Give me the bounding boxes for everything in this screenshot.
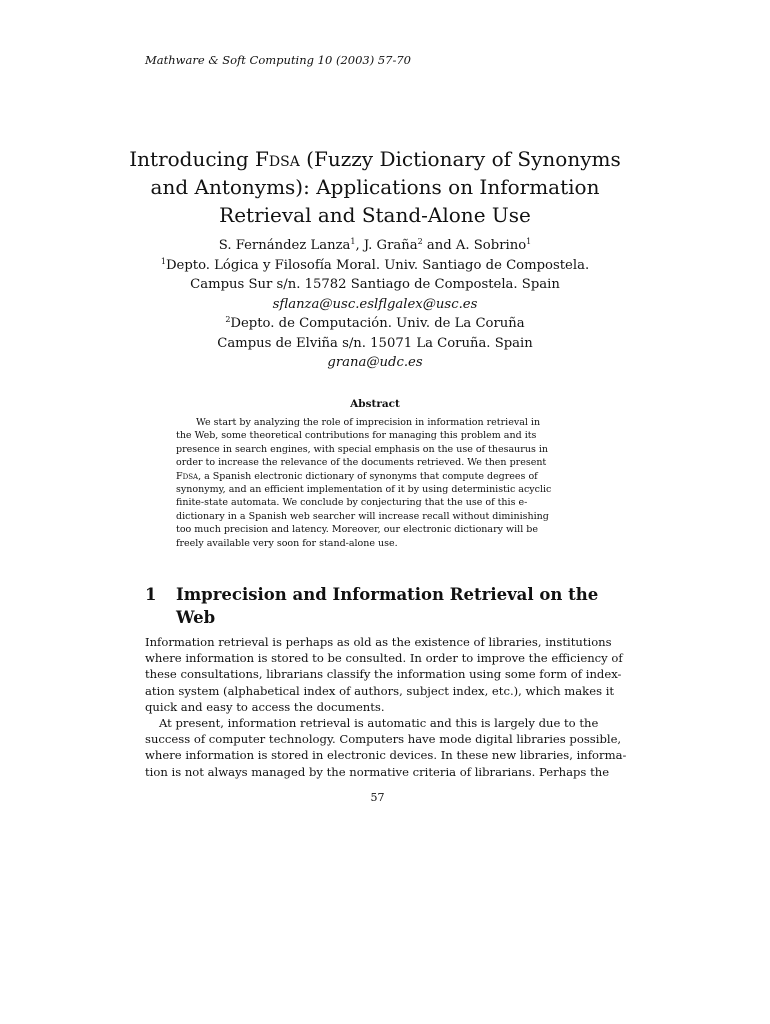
abstract-line: presence in search engines, with special emphasis on the use of thesaurus in xyxy=(176,443,549,455)
title-line-3: Retrieval and Stand-Alone Use xyxy=(219,203,531,227)
body-line: ation system (alphabetical index of authors, subject index, etc.), which makes it xyxy=(145,683,615,698)
author-names: S. Fernández Lanza$^1$, J. Graña$^2$ and A. Sobrino$^1$ xyxy=(218,237,532,253)
abstract-line: freely available very soon for stand-alone use. xyxy=(176,537,398,549)
affiliation-1-line-1: $^1$Depto. Lógica y Filosofía Moral. Univ. Santiago de Compostela. xyxy=(160,256,590,273)
abstract-text xyxy=(176,416,576,550)
journal-header: Mathware & Soft Computing 10 (2003) 57-70 xyxy=(145,53,411,67)
title-line-2: and Antonyms): Applications on Information xyxy=(150,175,600,199)
abstract-line: synonymy, and an efficient implementation of it by using deterministic acyclic xyxy=(176,484,552,496)
body-line: where information is stored in electronic devices. In these new libraries, informa- xyxy=(145,748,627,763)
section-title-line-2: Web xyxy=(176,608,216,627)
body-line: At present, information retrieval is automatic and this is largely due to the xyxy=(159,716,599,731)
section-heading xyxy=(145,583,615,629)
abstract-line: We start by analyzing the role of imprecision in information retrieval in xyxy=(196,417,541,428)
body-text xyxy=(145,634,627,780)
body-line: these consultations, librarians classify the information using some form of index- xyxy=(145,667,622,682)
affiliation-2-line-1: $^2$Depto. de Computación. Univ. de La Coruña xyxy=(225,315,525,331)
abstract-line: dictionary in a Spanish web searcher will increase recall without diminishing xyxy=(176,510,549,522)
email-1: sflanza@usc.eslflgalex@usc.es xyxy=(272,296,478,312)
title-line-1: Introducing Fdsa (Fuzzy Dictionary of Synonyms xyxy=(129,147,621,171)
section-number: 1 xyxy=(145,585,157,604)
title-acronym: Fdsa xyxy=(255,147,300,171)
author-block xyxy=(120,236,630,373)
affiliation-1-line-2: Campus Sur s/n. 15782 Santiago de Compostela. Spain xyxy=(190,277,560,292)
body-line: Information retrieval is perhaps as old as the existence of libraries, institutions xyxy=(145,635,612,649)
email-2: grana@udc.es xyxy=(327,355,423,370)
affiliation-2-line-2: Campus de Elviña s/n. 15071 La Coruña. Spain xyxy=(217,335,533,351)
page-number: 57 xyxy=(370,791,385,804)
abstract-heading: Abstract xyxy=(350,398,400,410)
abstract-line: finite-state automata. We conclude by conjecturing that the use of this e- xyxy=(176,497,528,509)
abstract-line: the Web, some theoretical contributions for managing this problem and its xyxy=(176,430,537,442)
body-line: quick and easy to access the documents. xyxy=(145,699,385,714)
abstract-line: order to increase the relevance of the documents retrieved. We then present xyxy=(176,457,547,469)
abstract-line: Fdsa, a Spanish electronic dictionary of synonyms that compute degrees of xyxy=(176,470,538,482)
paper-title xyxy=(120,145,630,229)
body-line: success of computer technology. Computers have mode digital libraries possible, xyxy=(145,732,622,747)
section-title-line-1: Imprecision and Information Retrieval on the xyxy=(176,585,599,604)
body-line: where information is stored to be consulted. In order to improve the efficiency of xyxy=(145,651,623,666)
body-line: tion is not always managed by the normative criteria of librarians. Perhaps the xyxy=(145,764,610,779)
abstract-line: too much precision and latency. Moreover, our electronic dictionary will be xyxy=(176,524,538,536)
